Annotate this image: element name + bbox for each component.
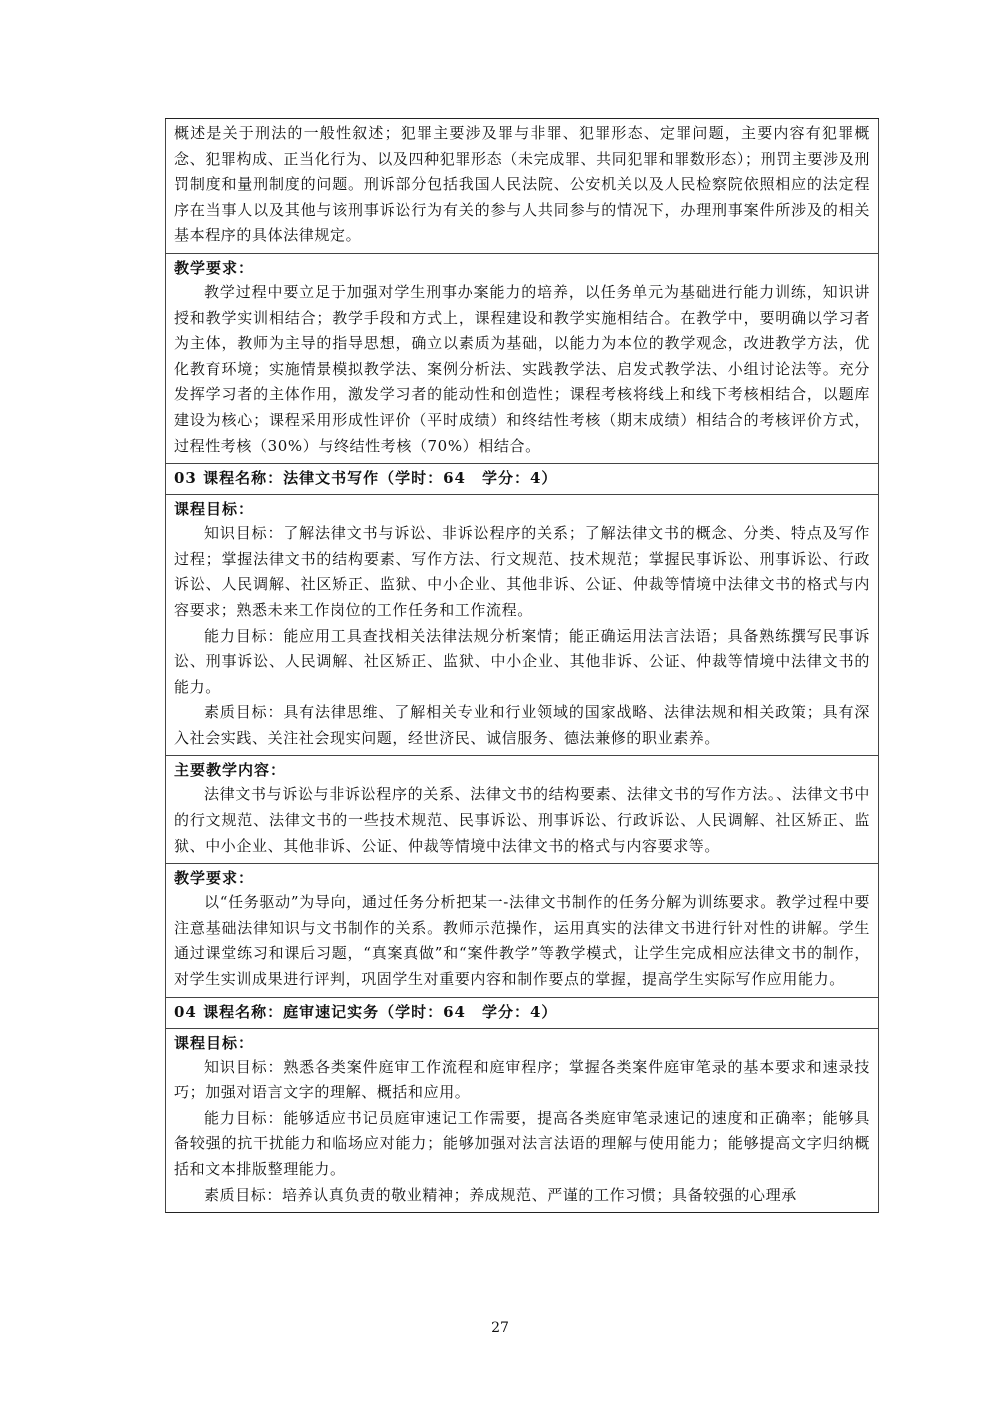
sec03-goal-ability: 能力目标：能应用工具查找相关法律法规分析案情；能正确运用法言法语；具备熟练撰写民事诉讼、刑事诉讼、人民调解、社区矫正、监狱、中小企业、其他非诉、公证、仲裁等情境中法律文书的能力。 [174,626,870,696]
sec02-content-cell [165,119,879,254]
sec03-requirements-text: 以“任务驱动”为导向，通过任务分析把某一-法律文书制作的任务分解为训练要求。教学过程中要注意基础法律知识与文书制作的关系。教师示范操作，运用真实的法律文书进行针对性的讲解。学生通过课堂练习和课后习题，“真案真做”和“案件教学”等教学模式，让学生完成相应法律文书的制作，对学生实训成果进行评判，巩固学生对重要内容和制作要点的掌握，提高学生实际写作应用能力。 [174,893,870,989]
page-number: 27 [491,1320,509,1336]
sec03-goal-quality: 素质目标：具有法律思维、了解相关专业和行业领域的国家战略、法律法规和相关政策；具有深入社会实践、关注社会现实问题，经世济民、诚信服务、德法兼修的职业素养。 [174,703,870,747]
sec03-course-title: 03 课程名称：法律文书写作（学时：64 学分：4） [174,469,558,488]
sec02-requirements-text: 教学过程中要立足于加强对学生刑事办案能力的培养，以任务单元为基础进行能力训练，知识讲授和教学实训相结合；教学手段和方式上，课程建设和教学实施相结合。在教学中，要明确以学习者为主体，教师为主导的指导思想，确立以素质为基础，以能力为本位的教学观念，改进教学方法，优化教育环境；实施情景模拟教学法、案例分析法、实践教学法、启发式教学法、小组讨论法等。充分发挥学习者的主体作用，激发学习者的能动性和创造性；课程考核将线上和线下考核相结合，以题库建设为核心；课程采用形成性评价（平时成绩）和终结性考核（期末成绩）相结合的考核评价方式，过程性考核（30%）与终结性考核（70%）相结合。 [174,282,870,455]
course-table [165,118,879,1213]
sec04-goal-knowledge: 知识目标：熟悉各类案件庭审工作流程和庭审程序；掌握各类案件庭审笔录的基本要求和速录技巧；加强对语言文字的理解、概括和应用。 [174,1057,870,1102]
sec03-requirements-cell [165,864,879,997]
sec03-content-cell [165,756,879,864]
sec04-goal-ability: 能力目标：能够适应书记员庭审速记工作需要，提高各类庭审笔录速记的速度和正确率；能够具备较强的抗干扰能力和临场应对能力；能够加强对法言法语的理解与使用能力；能够提高文字归纳概括和文本排版整理能力。 [174,1108,870,1178]
sec02-content-tail: 概述是关于刑法的一般性叙述；犯罪主要涉及罪与非罪、犯罪形态、定罪问题，主要内容有犯罪概念、犯罪构成、正当化行为、以及四种犯罪形态（未完成罪、共同犯罪和罪数形态）；刑罚主要涉及刑罚制度和量刑制度的问题。刑诉部分包括我国人民法院、公安机关以及人民检察院依照相应的法定程序在当事人以及其他与该刑事诉讼行为有关的参与人共同参与的情况下，办理刑事案件所涉及的相关基本程序的具体法律规定。 [174,124,870,245]
sec04-course-title: 04 课程名称：庭审速记实务（学时：64 学分：4） [174,1002,558,1021]
sec03-requirements-label: 教学要求： [174,869,255,888]
sec04-goals-cell [165,1029,879,1214]
sec02-requirements-cell [165,254,879,464]
sec02-requirements-label: 教学要求： [174,258,255,277]
sec03-goals-cell [165,495,879,756]
sec03-goals-label: 课程目标： [174,500,255,519]
sec03-content-text: 法律文书与诉讼与非诉讼程序的关系、法律文书的结构要素、法律文书的写作方法。、法律文书中的行文规范、法律文书的一些技术规范、民事诉讼、刑事诉讼、行政诉讼、人民调解、社区矫正、监狱、中小企业、其他非诉、公证、仲裁等情境中法律文书的格式与内容要求等。 [174,785,870,855]
sec04-goal-quality: 素质目标：培养认真负责的敬业精神；养成规范、严谨的工作习惯；具备较强的心理承 [204,1185,797,1204]
sec03-content-label: 主要教学内容： [174,761,287,780]
sec04-goals-label: 课程目标： [174,1033,255,1052]
sec03-goal-knowledge: 知识目标：了解法律文书与诉讼、非诉讼程序的关系；了解法律文书的概念、分类、特点及写作过程；掌握法律文书的结构要素、写作方法、行文规范、技术规范；掌握民事诉讼、刑事诉讼、行政诉讼、人民调解、社区矫正、监狱、中小企业、其他非诉、公证、仲裁等情境中法律文书的格式与内容要求；熟悉未来工作岗位的工作任务和工作流程。 [174,524,870,619]
sec03-title-cell [165,464,879,495]
sec04-title-cell [165,998,879,1029]
